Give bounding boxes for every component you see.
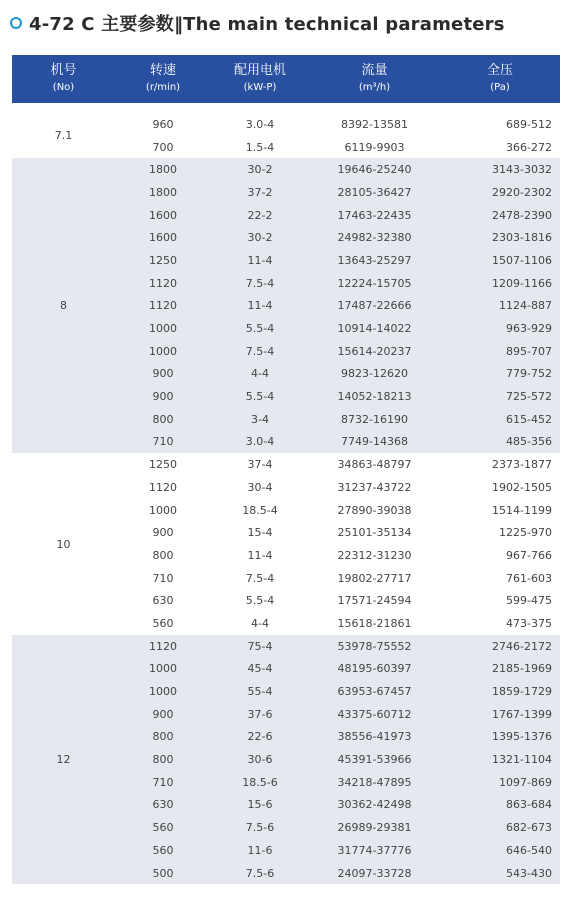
- table-row: [115, 703, 560, 726]
- speed-cell: 1000: [149, 662, 177, 676]
- model-number: 7.1: [54, 129, 73, 143]
- bullet-circle-icon: [10, 17, 22, 29]
- table-row: [115, 363, 560, 386]
- flow-cell: 17571-24594: [337, 594, 412, 608]
- motor-cell: 45-4: [247, 662, 273, 676]
- table-row: [115, 317, 560, 340]
- speed-cell: 1120: [149, 639, 177, 653]
- motor-cell: 3.0-4: [245, 117, 275, 131]
- table-row: [115, 408, 560, 431]
- table-row: [115, 385, 560, 408]
- flow-cell: 9823-12620: [341, 367, 408, 381]
- pressure-cell: 895-707: [506, 344, 552, 358]
- motor-cell: 11-4: [247, 548, 273, 562]
- flow-cell: 53978-75552: [337, 639, 412, 653]
- flow-cell: 7749-14368: [341, 435, 408, 449]
- header-flow-unit: (m³/h): [358, 82, 391, 93]
- speed-cell: 1600: [149, 208, 177, 222]
- header-speed-unit: (r/min): [145, 82, 181, 93]
- table-row: [115, 589, 560, 612]
- table-row: [115, 544, 560, 567]
- table-row: [115, 521, 560, 544]
- speed-cell: 960: [152, 117, 174, 131]
- header-flow: [309, 55, 440, 103]
- table-row: [115, 862, 560, 885]
- speed-cell: 1250: [149, 253, 177, 267]
- flow-cell: 24097-33728: [337, 866, 412, 880]
- motor-cell: 18.5-6: [242, 775, 278, 789]
- flow-cell: 31774-37776: [337, 843, 412, 857]
- motor-cell: 5.5-4: [245, 390, 275, 404]
- motor-cell: 75-4: [247, 639, 273, 653]
- pressure-cell: 2185-1969: [492, 662, 552, 676]
- pressure-cell: 689-512: [506, 117, 552, 131]
- flow-cell: 13643-25297: [337, 253, 412, 267]
- table-row: [115, 295, 560, 318]
- motor-cell: 11-4: [247, 299, 273, 313]
- pressure-cell: 366-272: [506, 140, 552, 154]
- table-row: [115, 726, 560, 749]
- motor-cell: 7.5-6: [245, 821, 275, 835]
- motor-cell: 30-2: [247, 163, 273, 177]
- speed-cell: 1000: [149, 322, 177, 336]
- speed-cell: 710: [152, 775, 174, 789]
- speed-cell: 1800: [149, 163, 177, 177]
- model-group: [12, 113, 560, 158]
- pressure-cell: 473-375: [506, 616, 552, 630]
- pressure-cell: 2478-2390: [492, 208, 552, 222]
- header-motor-label: 配用电机: [233, 63, 286, 78]
- flow-cell: 6119-9903: [344, 140, 405, 154]
- model-number: 8: [60, 299, 67, 313]
- pressure-cell: 682-673: [506, 821, 552, 835]
- speed-cell: 900: [152, 707, 174, 721]
- speed-cell: 700: [152, 140, 174, 154]
- motor-cell: 7.5-6: [245, 866, 275, 880]
- motor-cell: 7.5-4: [245, 276, 275, 290]
- speed-cell: 1800: [149, 185, 177, 199]
- motor-cell: 4-4: [251, 367, 269, 381]
- motor-cell: 3-4: [251, 412, 269, 426]
- flow-cell: 43375-60712: [337, 707, 412, 721]
- speed-cell: 1600: [149, 231, 177, 245]
- motor-cell: 37-6: [247, 707, 273, 721]
- table-row: [115, 136, 560, 159]
- table-row: [115, 158, 560, 181]
- pressure-cell: 1209-1166: [492, 276, 552, 290]
- pressure-cell: 1902-1505: [492, 480, 552, 494]
- speed-cell: 630: [152, 594, 174, 608]
- pressure-cell: 1767-1399: [492, 707, 552, 721]
- pressure-cell: 1514-1199: [492, 503, 552, 517]
- speed-cell: 800: [152, 412, 174, 426]
- table-row: [115, 272, 560, 295]
- table-row: [115, 181, 560, 204]
- motor-cell: 3.0-4: [245, 435, 275, 449]
- speed-cell: 560: [152, 616, 174, 630]
- flow-cell: 34218-47895: [337, 775, 412, 789]
- pressure-cell: 1395-1376: [492, 730, 552, 744]
- model-number: 10: [56, 537, 71, 551]
- pressure-cell: 2920-2302: [492, 185, 552, 199]
- header-model-label: 机号: [50, 63, 77, 78]
- table-row: [115, 226, 560, 249]
- header-flow-label: 流量: [361, 63, 388, 78]
- speed-cell: 1000: [149, 685, 177, 699]
- flow-cell: 26989-29381: [337, 821, 412, 835]
- page-title: 4-72 C 主要参数‖The main technical parameters: [29, 14, 505, 35]
- flow-cell: 14052-18213: [337, 390, 412, 404]
- motor-cell: 1.5-4: [245, 140, 275, 154]
- motor-cell: 11-6: [247, 843, 273, 857]
- flow-cell: 27890-39038: [337, 503, 412, 517]
- table-row: [115, 431, 560, 454]
- pressure-cell: 543-430: [506, 866, 552, 880]
- speed-cell: 1000: [149, 344, 177, 358]
- flow-cell: 10914-14022: [337, 322, 412, 336]
- pressure-cell: 1097-869: [499, 775, 552, 789]
- pressure-cell: 646-540: [506, 843, 552, 857]
- flow-cell: 19802-27717: [337, 571, 412, 585]
- header-spacer: [12, 103, 560, 113]
- flow-cell: 17487-22666: [337, 299, 412, 313]
- header-pressure-label: 全压: [486, 63, 513, 78]
- table-row: [115, 635, 560, 658]
- model-group: [12, 635, 560, 885]
- motor-cell: 15-6: [247, 798, 273, 812]
- speed-cell: 630: [152, 798, 174, 812]
- pressure-cell: 1859-1729: [492, 685, 552, 699]
- header-speed-label: 转速: [149, 63, 176, 78]
- motor-cell: 15-4: [247, 526, 273, 540]
- table-row: [115, 748, 560, 771]
- table-row: [115, 476, 560, 499]
- table-row: [115, 816, 560, 839]
- motor-cell: 7.5-4: [245, 344, 275, 358]
- flow-cell: 15614-20237: [337, 344, 412, 358]
- flow-cell: 8392-13581: [341, 117, 408, 131]
- pressure-cell: 963-929: [506, 322, 552, 336]
- flow-cell: 34863-48797: [337, 458, 412, 472]
- flow-cell: 15618-21861: [337, 616, 412, 630]
- flow-cell: 48195-60397: [337, 662, 412, 676]
- flow-cell: 30362-42498: [337, 798, 412, 812]
- speed-cell: 1120: [149, 299, 177, 313]
- speed-cell: 1250: [149, 458, 177, 472]
- speed-cell: 900: [152, 367, 174, 381]
- flow-cell: 25101-35134: [337, 526, 412, 540]
- header-model: [12, 55, 115, 103]
- motor-cell: 55-4: [247, 685, 273, 699]
- model-number: 12: [56, 753, 71, 767]
- pressure-cell: 1321-1104: [492, 753, 552, 767]
- model-group: [12, 453, 560, 635]
- speed-cell: 1000: [149, 503, 177, 517]
- header-motor-unit: (kW-P): [243, 82, 277, 93]
- table-row: [115, 249, 560, 272]
- motor-cell: 22-6: [247, 730, 273, 744]
- header-model-unit: (No): [52, 82, 75, 93]
- table-row: [115, 612, 560, 635]
- header-speed: [115, 55, 211, 103]
- motor-cell: 37-4: [247, 458, 273, 472]
- table-row: [115, 658, 560, 681]
- flow-cell: 17463-22435: [337, 208, 412, 222]
- speed-cell: 1120: [149, 480, 177, 494]
- speed-cell: 900: [152, 390, 174, 404]
- motor-cell: 7.5-4: [245, 571, 275, 585]
- speed-cell: 1120: [149, 276, 177, 290]
- flow-cell: 12224-15705: [337, 276, 412, 290]
- speed-cell: 800: [152, 548, 174, 562]
- speed-cell: 710: [152, 435, 174, 449]
- table-row: [115, 340, 560, 363]
- pressure-cell: 1124-887: [499, 299, 552, 313]
- model-group-rows: [115, 635, 560, 885]
- speed-cell: 800: [152, 730, 174, 744]
- speed-cell: 900: [152, 526, 174, 540]
- table-row: [115, 113, 560, 136]
- header-pressure-unit: (Pa): [490, 82, 510, 93]
- motor-cell: 30-4: [247, 480, 273, 494]
- pressure-cell: 863-684: [506, 798, 552, 812]
- speed-cell: 500: [152, 866, 174, 880]
- pressure-cell: 615-452: [506, 412, 552, 426]
- header-motor: [211, 55, 309, 103]
- pressure-cell: 761-603: [506, 571, 552, 585]
- flow-cell: 19646-25240: [337, 163, 412, 177]
- table-body: [12, 113, 560, 884]
- model-group-rows: [115, 113, 560, 158]
- motor-cell: 37-2: [247, 185, 273, 199]
- motor-cell: 4-4: [251, 616, 269, 630]
- speed-cell: 560: [152, 821, 174, 835]
- table-row: [115, 499, 560, 522]
- pressure-cell: 779-752: [506, 367, 552, 381]
- table-row: [115, 453, 560, 476]
- parameters-table: [12, 55, 560, 884]
- table-row: [115, 567, 560, 590]
- table-row: [115, 204, 560, 227]
- flow-cell: 38556-41973: [337, 730, 412, 744]
- pressure-cell: 2373-1877: [492, 458, 552, 472]
- table-row: [115, 839, 560, 862]
- flow-cell: 28105-36427: [337, 185, 412, 199]
- pressure-cell: 1225-970: [499, 526, 552, 540]
- speed-cell: 800: [152, 753, 174, 767]
- model-group-rows: [115, 158, 560, 453]
- pressure-cell: 1507-1106: [492, 253, 552, 267]
- motor-cell: 11-4: [247, 253, 273, 267]
- table-row: [115, 771, 560, 794]
- table-header: [12, 55, 560, 103]
- pressure-cell: 967-766: [506, 548, 552, 562]
- pressure-cell: 599-475: [506, 594, 552, 608]
- flow-cell: 31237-43722: [337, 480, 412, 494]
- motor-cell: 30-2: [247, 231, 273, 245]
- flow-cell: 22312-31230: [337, 548, 412, 562]
- flow-cell: 24982-32380: [337, 231, 412, 245]
- pressure-cell: 485-356: [506, 435, 552, 449]
- speed-cell: 710: [152, 571, 174, 585]
- pressure-cell: 2303-1816: [492, 231, 552, 245]
- motor-cell: 22-2: [247, 208, 273, 222]
- table-row: [115, 680, 560, 703]
- table-row: [115, 794, 560, 817]
- pressure-cell: 2746-2172: [492, 639, 552, 653]
- flow-cell: 45391-53966: [337, 753, 412, 767]
- model-group: [12, 158, 560, 453]
- model-group-rows: [115, 453, 560, 635]
- header-pressure: [440, 55, 560, 103]
- pressure-cell: 725-572: [506, 390, 552, 404]
- motor-cell: 5.5-4: [245, 322, 275, 336]
- speed-cell: 560: [152, 843, 174, 857]
- flow-cell: 8732-16190: [341, 412, 408, 426]
- motor-cell: 30-6: [247, 753, 273, 767]
- title-bar: [10, 10, 505, 36]
- motor-cell: 5.5-4: [245, 594, 275, 608]
- pressure-cell: 3143-3032: [492, 163, 552, 177]
- motor-cell: 18.5-4: [242, 503, 278, 517]
- flow-cell: 63953-67457: [337, 685, 412, 699]
